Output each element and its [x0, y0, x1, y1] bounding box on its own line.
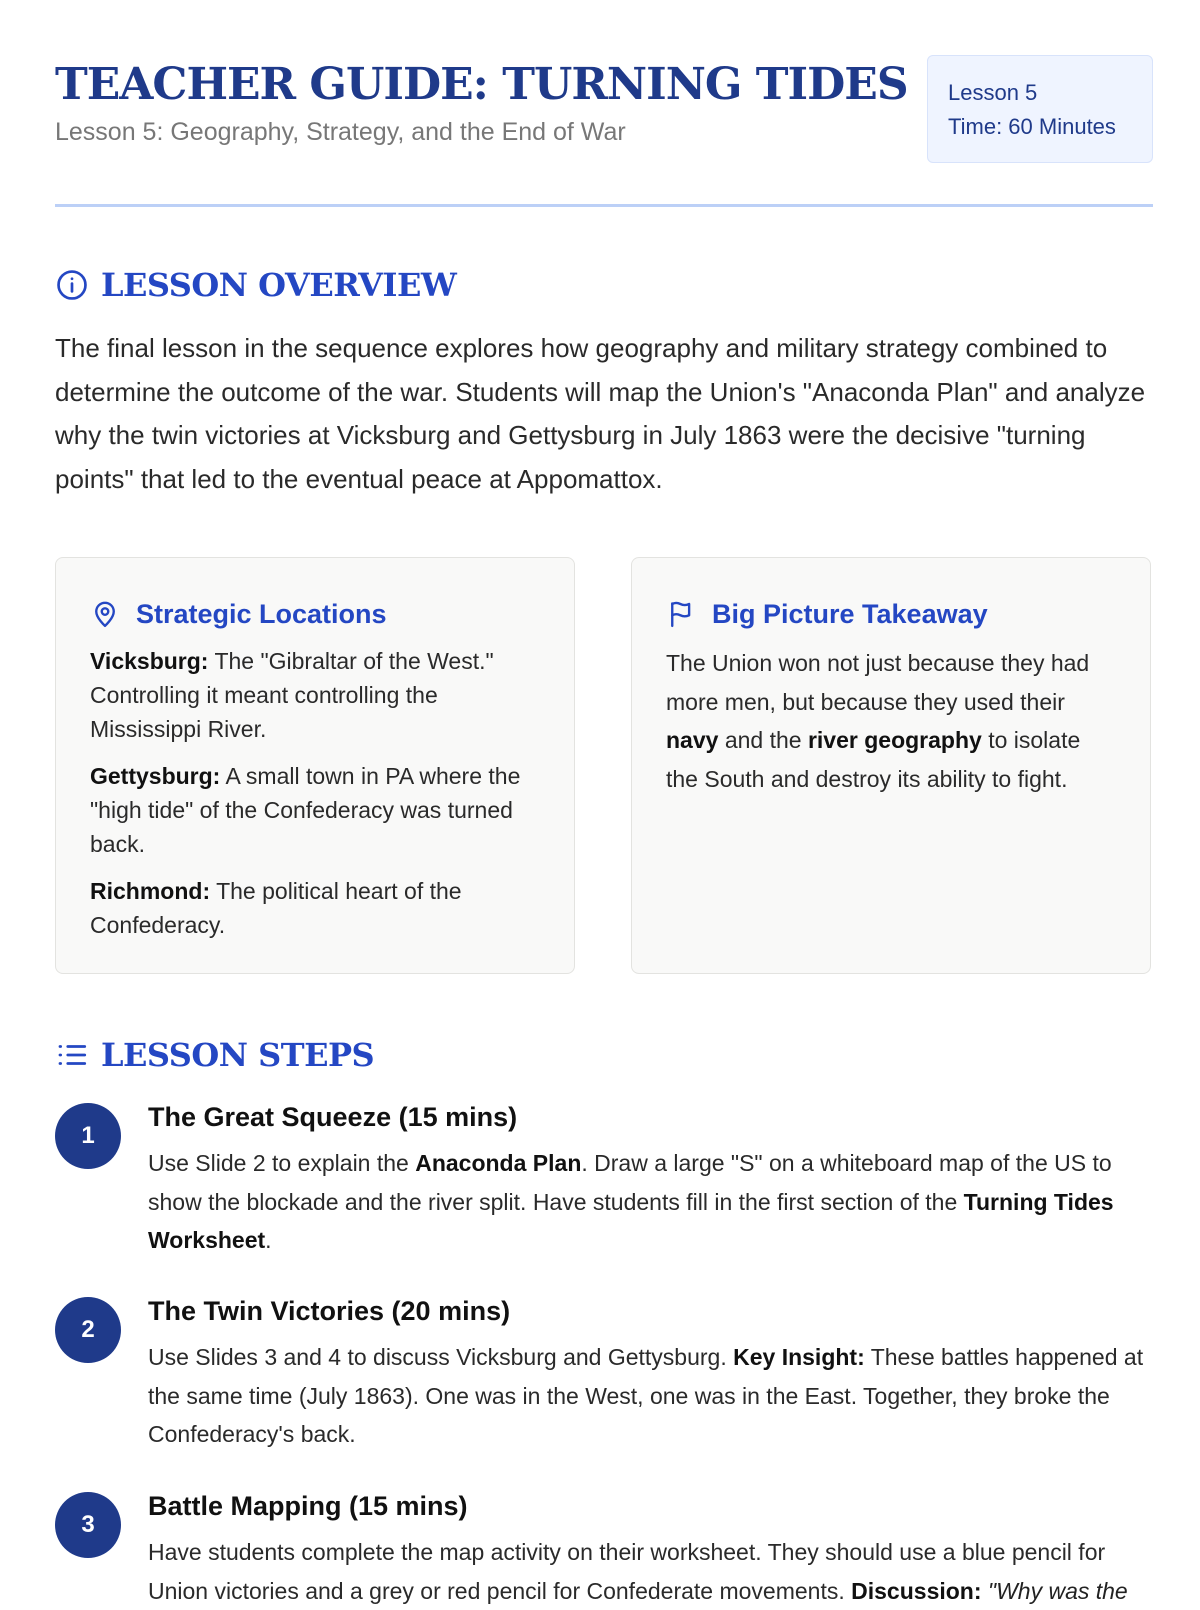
flag-icon: [666, 599, 696, 629]
page-title: TEACHER GUIDE: TURNING TIDES: [55, 59, 908, 110]
step-title: Battle Mapping (15 mins): [148, 1491, 468, 1521]
list-icon: [55, 1038, 89, 1072]
step-text-part: .: [265, 1227, 272, 1253]
takeaway-text: [666, 644, 1116, 798]
page-subtitle: Lesson 5: Geography, Strategy, and the End of War: [55, 118, 626, 146]
step-description: [148, 1338, 1148, 1454]
location-description: A small town in PA where the "high tide" of the Confederacy was turned back.: [90, 763, 521, 857]
strategic-locations-card: [55, 557, 575, 974]
step-description: [148, 1533, 1148, 1610]
step-bold-text: Discussion:: [851, 1577, 982, 1604]
step-text-part: Use Slide 2 to explain the: [148, 1150, 416, 1176]
step-description: [148, 1144, 1148, 1260]
step-text-part: . Draw a large "S" on a whiteboard map of the US to show the blockade and the river split. Have students fill in the first section of the: [148, 1150, 1112, 1215]
strategic-locations-heading: [90, 594, 540, 634]
teacher-guide-page: [55, 0, 1153, 1604]
takeaway-heading: [666, 594, 1116, 634]
map-pin-icon: [90, 599, 120, 629]
step-title: The Twin Victories (20 mins): [148, 1296, 511, 1326]
overview-heading-text: LESSON OVERVIEW: [101, 266, 457, 304]
strategic-locations-title: Strategic Locations: [136, 598, 387, 629]
location-item: [90, 759, 540, 861]
steps-heading: [55, 1036, 374, 1074]
step-number-badge: 3: [55, 1492, 121, 1558]
takeaway-text-part: The Union won not just because they had more men, but because they used their: [666, 650, 1090, 715]
lesson-meta-box: [927, 55, 1153, 163]
step-bold-text: Turning Tides Worksheet: [148, 1188, 1114, 1253]
location-description: The "Gibraltar of the West." Controlling it meant controlling the Mississippi River.: [90, 648, 494, 742]
step-text-part: Have students complete the map activity on their worksheet. They should use a blue pencil for Union victories and a grey or red pencil for Confederate movements.: [148, 1539, 1106, 1604]
takeaway-bold-navy: navy: [666, 727, 719, 753]
step-title: The Great Squeeze (15 mins): [148, 1102, 518, 1132]
takeaway-text-part: and the: [718, 727, 808, 753]
location-name: Gettysburg:: [90, 763, 221, 789]
header-divider: [55, 204, 1153, 207]
location-name: Vicksburg:: [90, 648, 209, 674]
page-header: [55, 55, 1153, 205]
location-description: The political heart of the Confederacy.: [90, 878, 462, 938]
step-number-badge: 2: [55, 1297, 121, 1363]
step-text-part: These battles happened at the same time (July 1863). One was in the West, one was in the East. Together, they broke the Confederacy's back.: [148, 1344, 1144, 1447]
overview-heading: [55, 266, 456, 304]
step-bold-text: Key Insight:: [733, 1344, 865, 1370]
lesson-time: Time: 60 Minutes: [948, 114, 1116, 139]
lesson-number: Lesson 5: [948, 80, 1038, 105]
step-text-part: Use Slides 3 and 4 to discuss Vicksburg and Gettysburg.: [148, 1344, 734, 1370]
location-item: [90, 644, 540, 746]
takeaway-title: Big Picture Takeaway: [712, 598, 988, 629]
takeaway-card: [631, 557, 1151, 974]
takeaway-bold-river: river geography: [807, 727, 982, 753]
step-number-badge: 1: [55, 1103, 121, 1169]
location-name: Richmond:: [90, 878, 211, 904]
overview-text: The final lesson in the sequence explores how geography and military strategy combined to determine the outcome of the war. Students will map the Union's "Anaconda Plan" and analyze why the twin victories at Vicksburg and Gettysburg in July 1863 were the decisive "turning points" that led to the eventual peace at Appomattox.: [55, 333, 1146, 494]
step-italic-text: "Why was the: [981, 1577, 1128, 1604]
info-icon: [55, 268, 89, 302]
steps-heading-text: LESSON STEPS: [101, 1036, 375, 1074]
location-item: [90, 874, 540, 942]
takeaway-text-part: to isolate the South and destroy its ability to fight.: [666, 727, 1081, 792]
step-bold-text: Anaconda Plan: [415, 1150, 582, 1176]
